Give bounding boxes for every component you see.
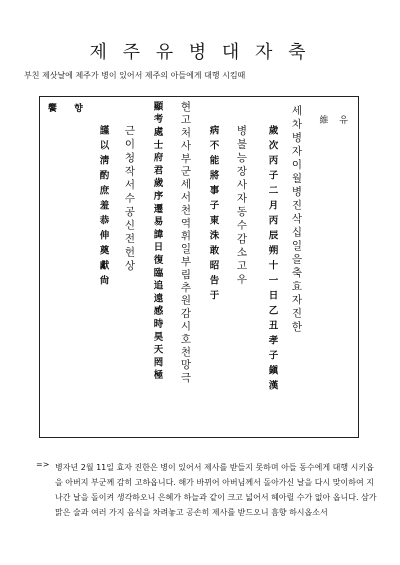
prayer-column: 歲次丙子二月丙辰朔十一日乙丑孝子鎭漢: [266, 125, 278, 395]
document-subtitle: 부친 제삿날에 제주가 병이 있어서 제주의 아들에게 대행 시킴때: [24, 71, 246, 80]
translation-note: 병자년 2월 11일 효자 진한은 병이 있어서 제사를 받들지 못하며 아들 동수에게 대행 시키옵을 아버지 부군께 감히 고하옵니다. 해가 바뀌어 아버님께서 돌아가신 날을 다시 맞이하여 지나간 날을 돌이켜 생각하오니 은혜가 하늘과 같이 크고 넓어서 헤아릴 수가 없아 옵니다. 삼가 맑은 술과 여러 가지 음식을 차려놓고 공손히 제사를 받드오니 흠향 하시옵소서: [55, 463, 377, 517]
top-left-label: 饗 향: [48, 104, 83, 114]
top-right-label: 維 유: [319, 116, 348, 126]
prayer-text-frame: [39, 96, 359, 438]
prayer-column: 顯考處士府君歲序遷易諱日復臨追遠感時昊天罔極: [151, 101, 163, 383]
prayer-column: 현고처사부군세서천역휘일부림추원감시호천망극: [179, 101, 192, 385]
prayer-column: 세차병자이월병진삭십일을축효자진한: [290, 105, 303, 335]
prayer-column: 병불능장사자동수감소고우: [235, 125, 248, 287]
prayer-column: 근이청작서수공신전헌상: [123, 125, 136, 274]
prayer-column: 病不能將事子東洙敢昭告于: [207, 125, 219, 305]
prayer-column: 謹以淸酌庶羞恭伸奠獻尙: [97, 125, 109, 290]
note-arrow: =>: [36, 460, 50, 469]
document-title: 제 주 유 병 대 자 축: [89, 42, 311, 63]
